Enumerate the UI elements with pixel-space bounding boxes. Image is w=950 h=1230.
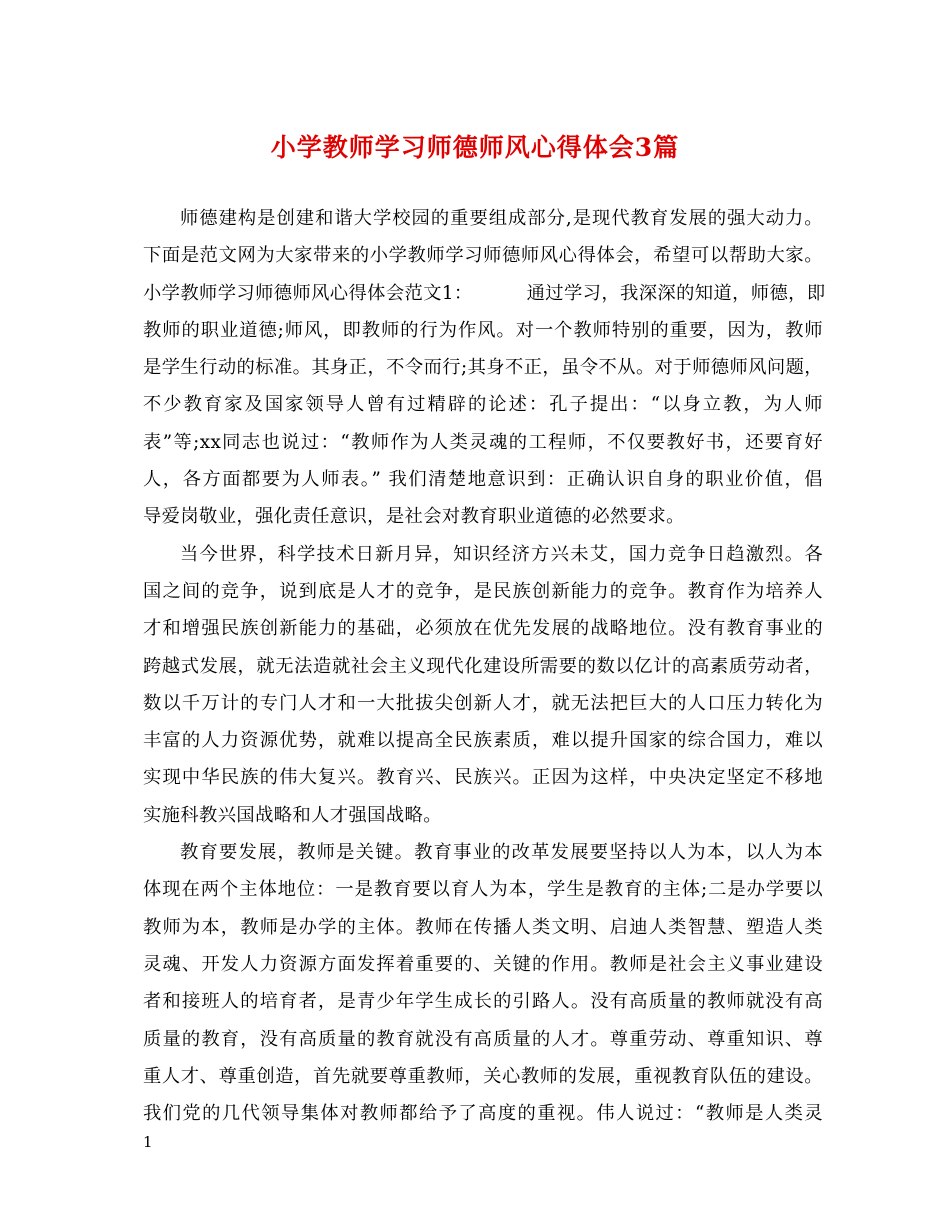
text-line: 体现在两个主体地位：一是教育要以育人为本，学生是教育的主体;二是办学要以 [143,879,823,901]
document-body [143,200,826,1132]
text-line: 跨越式发展，就无法造就社会主义现代化建设所需要的数以亿计的高素质劳动者， [143,655,823,677]
text-line: 教师为本，教师是办学的主体。教师在传播人类文明、启迪人类智慧、塑造人类 [143,916,823,938]
text-line: 师德建构是创建和谐大学校园的重要组成部分,是现代教育发展的强大动力。 [180,208,823,229]
text-line: 质量的教育，没有高质量的教育就没有高质量的人才。尊重劳动、尊重知识、尊 [143,1028,823,1050]
text-line: 是学生行动的标准。其身正，不令而行;其身不正，虽令不从。对于师德师风问题， [143,357,823,379]
text-line: 数以千万计的专门人才和一大批拔尖创新人才，就无法把巨大的人口压力转化为 [143,692,823,714]
text-line: 才和增强民族创新能力的基础，必须放在优先发展的战略地位。没有教育事业的 [143,618,823,640]
text-line: 实现中华民族的伟大复兴。教育兴、民族兴。正因为这样，中央决定坚定不移地 [143,767,823,789]
text-line: 表”等;xx同志也说过：“教师作为人类灵魂的工程师，不仅要教好书，还要育好 [143,431,823,453]
text-line: 者和接班人的培育者，是青少年学生成长的引路人。没有高质量的教师就没有高 [143,991,823,1013]
text-line: 实施科教兴国战略和人才强国战略。 [143,804,442,826]
text-line: 教师的职业道德;师风，即教师的行为作风。对一个教师特别的重要，因为，教师 [143,319,823,341]
text-line: 丰富的人力资源优势，就难以提高全民族素质，难以提升国家的综合国力，难以 [143,730,823,752]
text-line: 国之间的竞争，说到底是人才的竞争，是民族创新能力的竞争。教育作为培养人 [143,580,823,602]
text-line: 下面是范文网为大家带来的小学教师学习师德师风心得体会，希望可以帮助大家。 [143,245,823,267]
text-line: 教育要发展，教师是关键。教育事业的改革发展要坚持以人为本，以人为本 [180,842,823,864]
text-line: 小学教师学习师德师风心得体会范文1： 通过学习，我深深的知道，师德，即 [143,282,826,304]
text-line: 我们党的几代领导集体对教师都给予了高度的重视。伟人说过：“教师是人类灵 [143,1103,823,1125]
section-heading: 小学教师学习师德师风心得体会范文1： [143,282,473,304]
text-line: 不少教育家及国家领导人曾有过精辟的论述：孔子提出：“以身立教，为人师 [143,394,823,416]
text-line: 人，各方面都要为人师表。” 我们清楚地意识到：正确认识自身的职业价值，倡 [143,469,823,491]
text-line: 当今世界，科学技术日新月异，知识经济方兴未艾，国力竞争日趋激烈。各 [180,543,823,565]
text-line: 灵魂、开发人力资源方面发挥着重要的、关键的作用。教师是社会主义事业建设 [143,953,823,975]
page-number: 1 [143,1133,153,1151]
page-title: 小学教师学习师德师风心得体会3篇 [270,133,680,162]
text-line: 导爱岗敬业，强化责任意识，是社会对教育职业道德的必然要求。 [143,506,685,528]
text-line: 重人才、尊重创造，首先就要尊重教师，关心教师的发展，重视教育队伍的建设。 [143,1065,823,1087]
